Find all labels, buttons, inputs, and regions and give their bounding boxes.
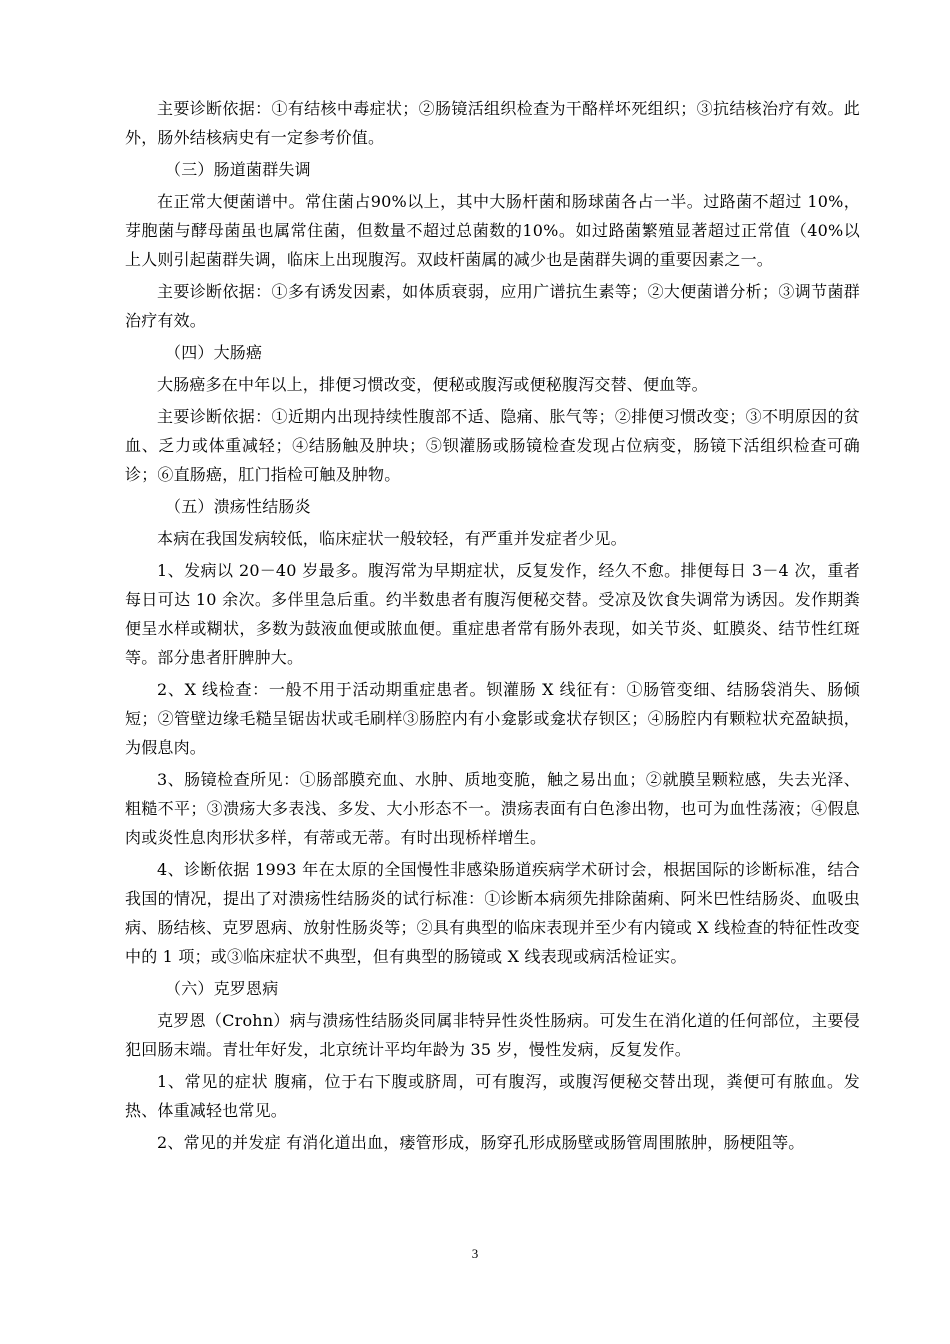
paragraph: 大肠癌多在中年以上，排便习惯改变，便秘或腹泻或便秘腹泻交替、便血等。 xyxy=(157,375,708,394)
paragraph: 本病在我国发病较低，临床症状一般较轻，有严重并发症者少见。 xyxy=(157,529,627,548)
section-heading: （五）溃疡性结肠炎 xyxy=(165,497,311,516)
paragraph: 1、发病以 20－40 岁最多。腹泻常为早期症状，反复发作，经久不愈。排便每日 3－4 次，重者每日可达 10 余次。多伴里急后重。约半数患者有腹泻便秘交替。受凉及饮食失调常为诱因。发作期粪便呈水样或糊状，多数为鼓液血便或脓血便。重症患者常有肠外表现，如关节炎、虹膜炎、结节性红斑等。部分患者肝脾肿大。 xyxy=(125,561,860,667)
page-number: 3 xyxy=(471,1246,479,1261)
paragraph: 主要诊断依据：①有结核中毒症状；②肠镜活组织检查为干酪样坏死组织；③抗结核治疗有效。此外，肠外结核病史有一定参考价值。 xyxy=(125,99,860,147)
paragraph: 2、X 线检查：一般不用于活动期重症患者。钡灌肠 X 线征有：①肠管变细、结肠袋消失、肠倾短；②管壁边缘毛糙呈锯齿状或毛刷样③肠腔内有小龛影或龛状存钡区；④肠腔内有颗粒状充盈缺损，为假息肉。 xyxy=(125,680,860,757)
paragraph: 在正常大便菌谱中。常住菌占90%以上，其中大肠杆菌和肠球菌各占一半。过路菌不超过 10%，芽胞菌与酵母菌虽也属常住菌，但数量不超过总菌数的10%。如过路菌繁殖显著超过正常值（40%以上人则引起菌群失调，临床上出现腹泻。双歧杆菌属的减少也是菌群失调的重要因素之一。 xyxy=(125,192,860,269)
paragraph: 3、肠镜检查所见：①肠部膜充血、水肿、质地变脆，触之易出血；②就膜呈颗粒感，失去光泽、粗糙不平；③溃疡大多表浅、多发、大小形态不一。溃疡表面有白色渗出物，也可为血性荡液；④假息肉或炎性息肉形状多样，有蒂或无蒂。有时出现桥样增生。 xyxy=(125,770,860,847)
paragraph: 主要诊断依据：①近期内出现持续性腹部不适、隐痛、胀气等；②排便习惯改变；③不明原因的贫血、乏力或体重减轻；④结肠触及肿块；⑤钡灌肠或肠镜检查发现占位病变，肠镜下活组织检查可确诊；⑥直肠癌，肛门指检可触及肿物。 xyxy=(125,407,860,484)
paragraph: 4、诊断依据 1993 年在太原的全国慢性非感染肠道疾病学术研讨会，根据国际的诊断标准，结合我国的情况，提出了对溃疡性结肠炎的试行标准：①诊断本病须先排除菌痢、阿米巴性结肠炎、血吸虫病、肠结核、克罗恩病、放射性肠炎等；②具有典型的临床表现并至少有内镜或 X 线检查的特征性改变中的 1 项；或③临床症状不典型，但有典型的肠镜或 X 线表现或病活检证实。 xyxy=(125,860,860,966)
paragraph: 2、常见的并发症 有消化道出血，瘘管形成，肠穿孔形成肠壁或肠管周围脓肿，肠梗阻等。 xyxy=(157,1133,805,1152)
paragraph: 1、常见的症状 腹痛，位于右下腹或脐周，可有腹泻，或腹泻便秘交替出现，粪便可有脓血。发热、体重减轻也常见。 xyxy=(125,1072,860,1120)
section-heading: （三）肠道菌群失调 xyxy=(165,160,311,179)
section-heading: （四）大肠癌 xyxy=(165,343,263,362)
paragraph: 主要诊断依据：①多有诱发因素，如体质衰弱，应用广谱抗生素等；②大便菌谱分析；③调节菌群治疗有效。 xyxy=(125,282,860,330)
paragraph: 克罗恩（Crohn）病与溃疡性结肠炎同属非特异性炎性肠病。可发生在消化道的任何部位，主要侵犯回肠末端。青壮年好发，北京统计平均年龄为 35 岁，慢性发病，反复发作。 xyxy=(125,1011,860,1059)
document-body xyxy=(125,94,860,1160)
section-heading: （六）克罗恩病 xyxy=(165,979,279,998)
